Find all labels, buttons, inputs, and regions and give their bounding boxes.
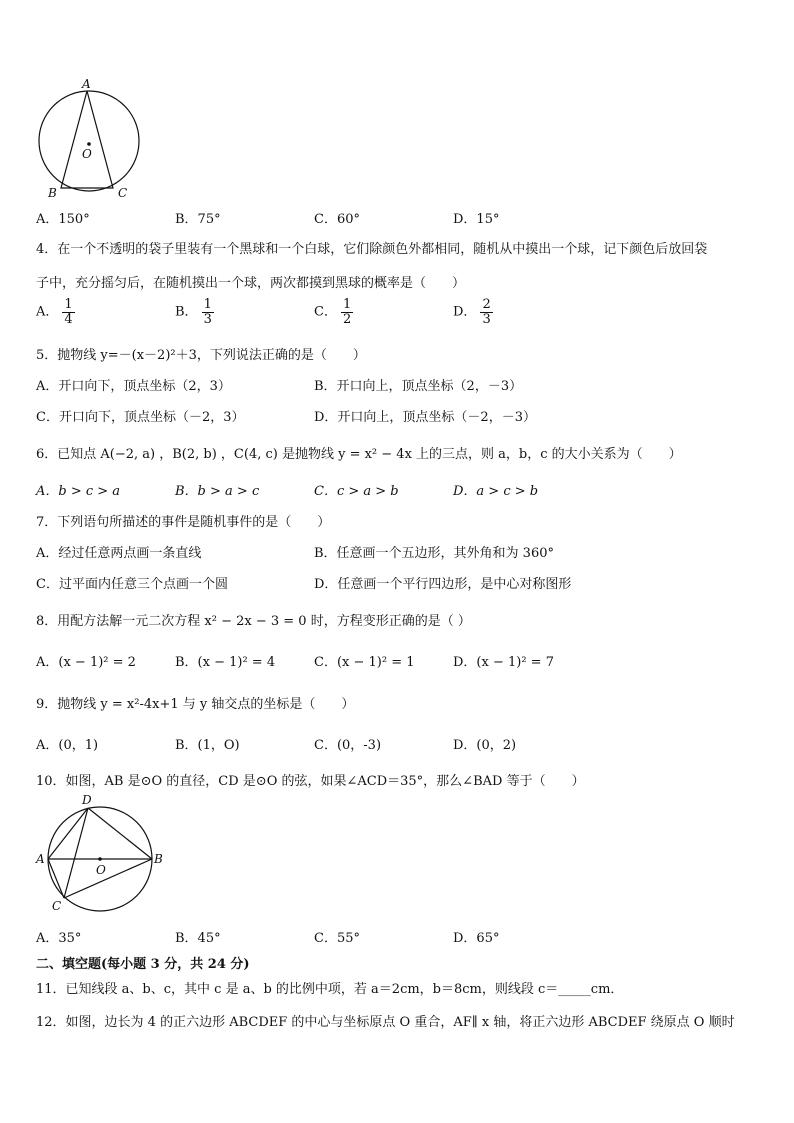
- q6-option-b[interactable]: B．b > a > c: [175, 484, 260, 499]
- q5-stem: 5．抛物线 y=－(x－2)²＋3，下列说法正确的是（ ）: [36, 348, 366, 363]
- q4-option-a[interactable]: [36, 298, 75, 326]
- numerator: 1: [342, 297, 352, 312]
- q4-option-d[interactable]: [453, 298, 493, 326]
- option-letter: C．: [314, 304, 337, 320]
- circle-diameter-figure: [34, 792, 166, 916]
- fraction: [202, 298, 214, 326]
- label-c: C: [118, 186, 128, 200]
- numerator: 2: [482, 297, 491, 312]
- q4-stem-line1: 4．在一个不透明的袋子里装有一个黑球和一个白球，它们除颜色外都相同，随机从中摸出一个球，记下颜色后放回袋: [36, 242, 708, 257]
- q5-option-d[interactable]: D．开口向上，顶点坐标（－2，－3）: [314, 410, 536, 425]
- q10-option-a[interactable]: A．35°: [36, 931, 82, 946]
- q12-text: 12．如图，边长为 4 的正六边形 ABCDEF 的中心与坐标原点 O 重合，AF∥ x 轴，将正六边形 ABCDEF 绕原点 O 顺时: [36, 1015, 735, 1030]
- triangle-abc: [61, 91, 113, 188]
- q7-option-b[interactable]: B．任意画一个五边形，其外角和为 360°: [314, 546, 554, 561]
- q7-option-a[interactable]: A．经过任意两点画一条直线: [36, 546, 202, 561]
- center-dot: [87, 142, 91, 146]
- label-o: O: [82, 147, 92, 161]
- denominator: 4: [64, 311, 73, 327]
- q9-option-a[interactable]: A．(0，1): [36, 738, 99, 753]
- q5-option-c[interactable]: C．开口向下，顶点坐标（－2，3）: [36, 410, 245, 425]
- fraction: [341, 298, 353, 326]
- q8-stem: 8．用配方法解一元二次方程 x² − 2x − 3 = 0 时，方程变形正确的是（ ）: [36, 614, 471, 629]
- q10-option-c[interactable]: C．55°: [314, 931, 360, 946]
- label-c: C: [52, 899, 62, 913]
- q4-stem-line2: 子中，充分摇匀后，在随机摸出一个球，两次都摸到黑球的概率是（ ）: [36, 276, 466, 291]
- q8-option-a[interactable]: A．(x − 1)² = 2: [36, 655, 136, 670]
- circle-triangle-figure: [30, 76, 150, 200]
- label-a: A: [82, 77, 91, 91]
- q3-option-b[interactable]: B．75°: [175, 212, 221, 227]
- fraction: [480, 298, 492, 326]
- q6-option-c[interactable]: C．c > a > b: [314, 484, 399, 499]
- q8-option-d[interactable]: D．(x − 1)² = 7: [453, 655, 554, 670]
- q4-option-b[interactable]: [175, 298, 214, 326]
- option-letter: B．: [175, 304, 198, 320]
- chord-cd: [64, 808, 88, 898]
- q6-option-a[interactable]: A．b > c > a: [36, 484, 121, 499]
- segment-db: [88, 808, 152, 859]
- q10-option-b[interactable]: B．45°: [175, 931, 221, 946]
- q11-text: 11．已知线段 a、b、c，其中 c 是 a、b 的比例中项，若 a＝2cm，b＝8cm，则线段 c＝_____cm．: [36, 982, 624, 997]
- fraction: [62, 298, 74, 326]
- segment-ac: [48, 859, 64, 898]
- circle-o: [39, 91, 139, 191]
- label-d: D: [82, 793, 92, 807]
- label-a: A: [36, 852, 45, 866]
- q10-stem: 10．如图，AB 是⊙O 的直径，CD 是⊙O 的弦，如果∠ACD＝35°，那么∠BAD 等于（ ）: [36, 774, 585, 789]
- option-letter: A．: [36, 304, 59, 320]
- center-dot: [98, 857, 102, 861]
- denominator: 3: [203, 311, 212, 327]
- q9-option-d[interactable]: D．(0，2): [453, 738, 517, 753]
- q8-option-c[interactable]: C．(x − 1)² = 1: [314, 655, 415, 670]
- q3-option-c[interactable]: C．60°: [314, 212, 360, 227]
- label-b: B: [154, 852, 163, 866]
- q7-option-c[interactable]: C．过平面内任意三个点画一个圆: [36, 577, 228, 592]
- q3-option-a[interactable]: A．150°: [36, 212, 90, 227]
- denominator: 3: [482, 311, 491, 327]
- q4-option-c[interactable]: [314, 298, 353, 326]
- q5-option-a[interactable]: A．开口向下，顶点坐标（2，3）: [36, 379, 231, 394]
- section-2-title: 二、填空题(每小题 3 分，共 24 分): [36, 957, 250, 972]
- q9-stem: 9．抛物线 y = x²-4x+1 与 y 轴交点的坐标是（ ）: [36, 697, 355, 712]
- q5-option-b[interactable]: B．开口向上，顶点坐标（2，－3）: [314, 379, 523, 394]
- q6-stem: 6．已知点 A(−2, a) ，B(2, b) ，C(4, c) 是抛物线 y = x² − 4x 上的三点，则 a，b，c 的大小关系为（ ）: [36, 447, 682, 462]
- q7-option-d[interactable]: D．任意画一个平行四边形，是中心对称图形: [314, 577, 572, 592]
- q9-option-c[interactable]: C．(0，-3): [314, 738, 382, 753]
- q8-option-b[interactable]: B．(x − 1)² = 4: [175, 655, 276, 670]
- q3-option-d[interactable]: D．15°: [453, 212, 500, 227]
- option-letter: D．: [453, 304, 477, 320]
- q6-option-d[interactable]: D．a > c > b: [453, 484, 539, 499]
- label-b: B: [48, 186, 57, 200]
- numerator: 1: [203, 297, 212, 312]
- label-o: O: [96, 863, 106, 877]
- numerator: 1: [64, 297, 73, 312]
- q7-stem: 7．下列语句所描述的事件是随机事件的是（ ）: [36, 515, 331, 530]
- denominator: 2: [342, 311, 352, 327]
- q10-option-d[interactable]: D．65°: [453, 931, 500, 946]
- segment-cb: [64, 859, 152, 898]
- q9-option-b[interactable]: B．(1，O): [175, 738, 240, 753]
